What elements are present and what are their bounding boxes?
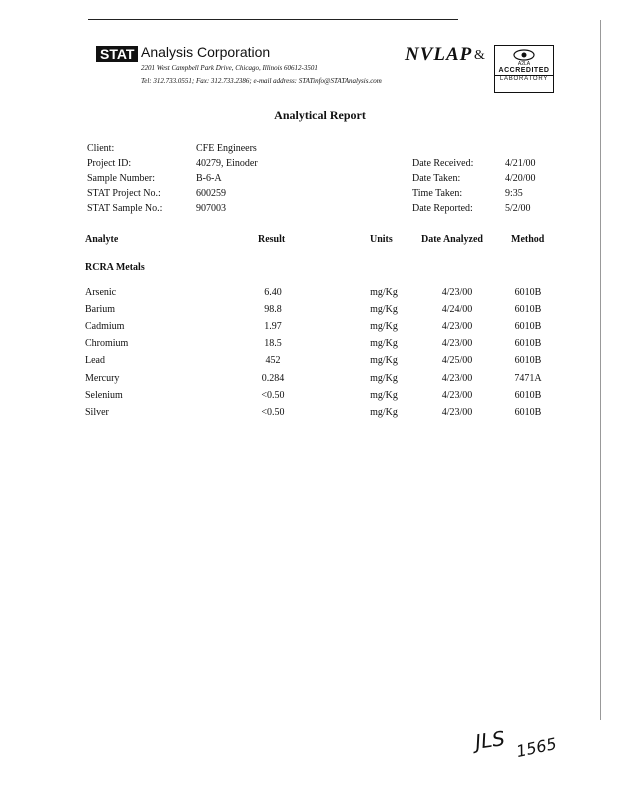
company-name: Analysis Corporation (141, 44, 271, 60)
table-cell-result: 18.5 (264, 338, 282, 349)
company-address: 2201 West Campbell Park Drive, Chicago, Illinois 60612-3501 (141, 64, 318, 72)
table-cell-date: 4/23/00 (441, 407, 473, 418)
top-rule (88, 19, 458, 20)
table-cell-units: mg/Kg (370, 304, 398, 315)
table-cell-analyte: Silver (85, 407, 109, 418)
header-result: Result (258, 234, 286, 245)
table-cell-units: mg/Kg (370, 390, 398, 401)
report-title: Analytical Report (274, 108, 366, 122)
table-cell-units: mg/Kg (370, 321, 398, 332)
header-method: Method (511, 234, 545, 245)
table-cell-result: 98.8 (264, 304, 282, 315)
table-cell-method: 6010B (514, 304, 542, 315)
date-taken-label: Date Taken: (412, 173, 461, 184)
table-cell-analyte: Chromium (85, 338, 129, 349)
table-cell-date: 4/23/00 (441, 321, 473, 332)
client-value: CFE Engineers (196, 143, 257, 154)
table-cell-analyte: Selenium (85, 390, 123, 401)
a2la-accreditation-badge (494, 45, 554, 93)
table-cell-analyte: Lead (85, 355, 105, 366)
table-cell-units: mg/Kg (370, 407, 398, 418)
table-cell-result: <0.50 (261, 407, 285, 418)
header-units: Units (370, 234, 393, 245)
table-cell-date: 4/23/00 (441, 287, 473, 298)
date-received-value: 4/21/00 (505, 158, 536, 169)
table-cell-units: mg/Kg (370, 373, 398, 384)
table-cell-units: mg/Kg (370, 338, 398, 349)
stat-sample-no-label: STAT Sample No.: (87, 203, 163, 214)
a2la-laboratory: LABORATORY (495, 75, 553, 83)
header-date-analyzed: Date Analyzed (421, 234, 483, 245)
table-cell-method: 6010B (514, 287, 542, 298)
table-cell-units: mg/Kg (370, 287, 398, 298)
eye-emblem-icon (513, 49, 535, 61)
project-id-label: Project ID: (87, 158, 132, 169)
client-label: Client: (87, 143, 115, 154)
table-cell-units: mg/Kg (370, 355, 398, 366)
handwritten-initials: JLS (473, 726, 507, 754)
sample-number-value: B-6-A (196, 173, 222, 184)
stat-project-no-label: STAT Project No.: (87, 188, 161, 199)
sample-number-label: Sample Number: (87, 173, 156, 184)
table-cell-date: 4/25/00 (441, 355, 473, 366)
time-taken-label: Time Taken: (412, 188, 463, 199)
a2la-text: A2LA (517, 61, 531, 67)
table-cell-method: 6010B (514, 321, 542, 332)
company-contact: Tel: 312.733.0551; Fax: 312.733.2386; e-mail address: STATinfo@STATAnalysis.com (141, 77, 382, 85)
table-cell-result: 452 (265, 355, 281, 366)
table-cell-analyte: Arsenic (85, 287, 117, 298)
date-reported-value: 5/2/00 (505, 203, 531, 214)
stat-sample-no-value: 907003 (196, 203, 226, 214)
table-cell-method: 6010B (514, 338, 542, 349)
nvlap-logo: NVLAP (405, 44, 473, 65)
group-rcra-metals: RCRA Metals (85, 262, 145, 273)
date-received-label: Date Received: (412, 158, 474, 169)
date-reported-label: Date Reported: (412, 203, 473, 214)
ampersand: & (474, 48, 485, 63)
table-cell-analyte: Cadmium (85, 321, 125, 332)
stat-project-no-value: 600259 (196, 188, 226, 199)
handwritten-page-number: 1565 (514, 733, 559, 762)
table-cell-method: 6010B (514, 390, 542, 401)
date-taken-value: 4/20/00 (505, 173, 536, 184)
table-cell-method: 7471A (514, 373, 542, 384)
table-cell-date: 4/23/00 (441, 390, 473, 401)
table-cell-result: <0.50 (261, 390, 285, 401)
table-cell-result: 0.284 (261, 373, 285, 384)
table-cell-method: 6010B (514, 355, 542, 366)
table-cell-method: 6010B (514, 407, 542, 418)
table-cell-result: 1.97 (264, 321, 282, 332)
table-cell-analyte: Barium (85, 304, 115, 315)
table-cell-result: 6.40 (264, 287, 282, 298)
table-cell-date: 4/23/00 (441, 373, 473, 384)
table-cell-analyte: Mercury (85, 373, 120, 384)
table-cell-date: 4/24/00 (441, 304, 473, 315)
stat-logo: STAT (96, 46, 138, 62)
time-taken-value: 9:35 (505, 188, 523, 199)
project-id-value: 40279, Einoder (196, 158, 258, 169)
a2la-accredited: ACCREDITED (498, 67, 550, 74)
header-analyte: Analyte (85, 234, 119, 245)
table-cell-date: 4/23/00 (441, 338, 473, 349)
right-edge-rule (600, 20, 601, 720)
